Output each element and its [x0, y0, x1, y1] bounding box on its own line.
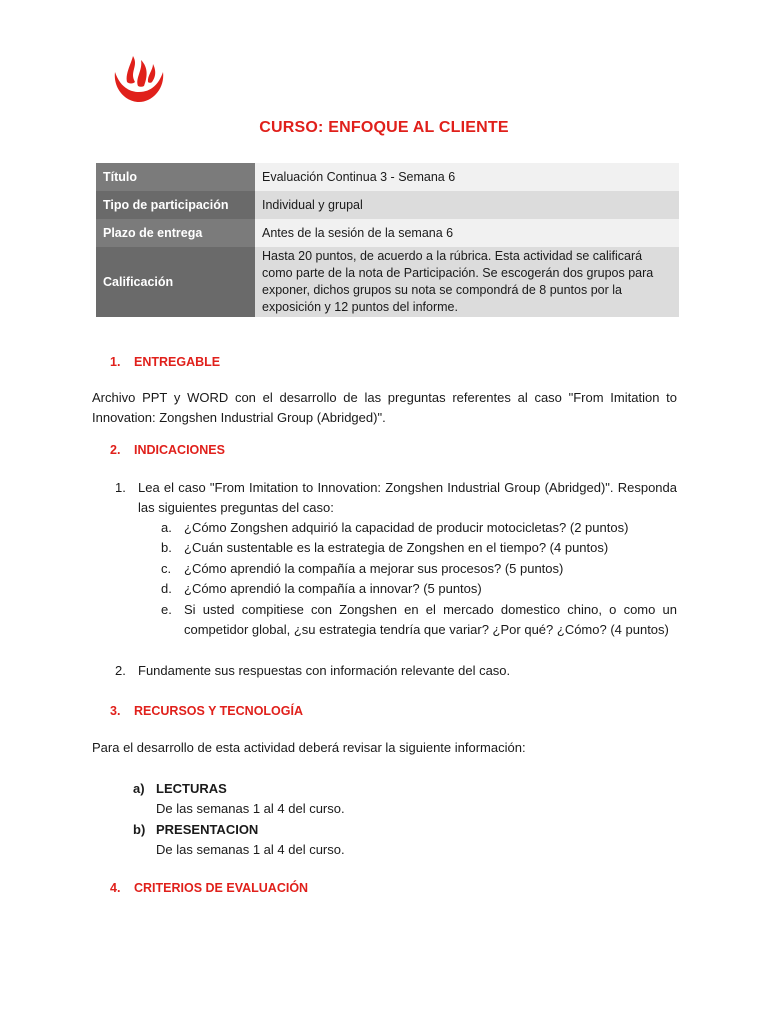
- sub-item-letter: b.: [161, 540, 172, 555]
- table-row: [96, 191, 679, 219]
- sub-item-letter: a.: [161, 520, 172, 535]
- resource-letter: a): [133, 781, 145, 796]
- table-row: [96, 163, 679, 191]
- row-value: Individual y grupal: [255, 191, 679, 219]
- sub-item: Si usted compitiese con Zongshen en el mercado domestico chino, o como un competidor global, ¿su estrategia tendría que variar? ¿Por qué? ¿Cómo? (4 puntos): [184, 602, 677, 637]
- list-item: Lea el caso "From Imitation to Innovation: Zongshen Industrial Group (Abridged)". Responda las siguientes preguntas del caso:: [138, 480, 677, 515]
- sub-item: ¿Cómo aprendió la compañía a mejorar sus procesos? (5 puntos): [184, 561, 564, 576]
- entregable-text: Archivo PPT y WORD con el desarrollo de las preguntas referentes al caso "From Imitation to Innovation: Zongshen Industrial Group (Abridged)".: [92, 390, 677, 425]
- section-title: ENTREGABLE: [134, 355, 221, 369]
- row-label: Título: [96, 163, 255, 191]
- university-flame-logo-icon: [111, 52, 167, 104]
- section-heading-entregable: [110, 355, 220, 369]
- table-row: [96, 219, 679, 247]
- course-title: CURSO: ENFOQUE AL CLIENTE: [259, 119, 509, 136]
- row-value: Hasta 20 puntos, de acuerdo a la rúbrica. Esta actividad se calificará como parte de la nota de Participación. Se escogerán dos grupos para exponer, dichos grupos su nota se compondrá de 8 puntos por la exposición y 12 puntos del informe.: [255, 247, 679, 317]
- section-heading-criterios: [110, 881, 308, 895]
- recursos-intro: Para el desarrollo de esta actividad deberá revisar la siguiente información:: [92, 740, 526, 755]
- resource-title: LECTURAS: [156, 781, 227, 796]
- resource-title: PRESENTACION: [156, 822, 259, 837]
- table-row: [96, 247, 679, 317]
- section-title: INDICACIONES: [134, 443, 225, 457]
- section-number: 2.: [110, 443, 121, 457]
- sub-item: ¿Cómo Zongshen adquirió la capacidad de producir motocicletas? (2 puntos): [184, 520, 629, 535]
- list-item-number: 1.: [115, 480, 126, 495]
- section-number: 3.: [110, 704, 121, 718]
- section-title: RECURSOS Y TECNOLOGÍA: [134, 704, 304, 718]
- row-value: Antes de la sesión de la semana 6: [255, 219, 679, 247]
- activity-info-table: [96, 163, 679, 317]
- section-title: CRITERIOS DE EVALUACIÓN: [134, 881, 309, 895]
- resource-text: De las semanas 1 al 4 del curso.: [156, 842, 345, 857]
- resource-text: De las semanas 1 al 4 del curso.: [156, 801, 345, 816]
- row-value: Evaluación Continua 3 - Semana 6: [255, 163, 679, 191]
- list-item-number: 2.: [115, 663, 126, 678]
- resource-letter: b): [133, 822, 146, 837]
- list-item: Fundamente sus respuestas con información relevante del caso.: [138, 663, 511, 678]
- row-label: Calificación: [96, 247, 255, 317]
- section-number: 1.: [110, 355, 121, 369]
- sub-item-letter: d.: [161, 581, 172, 596]
- sub-item-letter: e.: [161, 602, 172, 617]
- sub-item: ¿Cómo aprendió la compañía a innovar? (5 puntos): [184, 581, 482, 596]
- section-heading-indicaciones: [110, 443, 225, 457]
- section-number: 4.: [110, 881, 121, 895]
- row-label: Plazo de entrega: [96, 219, 255, 247]
- row-label: Tipo de participación: [96, 191, 255, 219]
- section-heading-recursos: [110, 704, 303, 718]
- sub-item: ¿Cuán sustentable es la estrategia de Zongshen en el tiempo? (4 puntos): [184, 540, 609, 555]
- sub-item-letter: c.: [161, 561, 172, 576]
